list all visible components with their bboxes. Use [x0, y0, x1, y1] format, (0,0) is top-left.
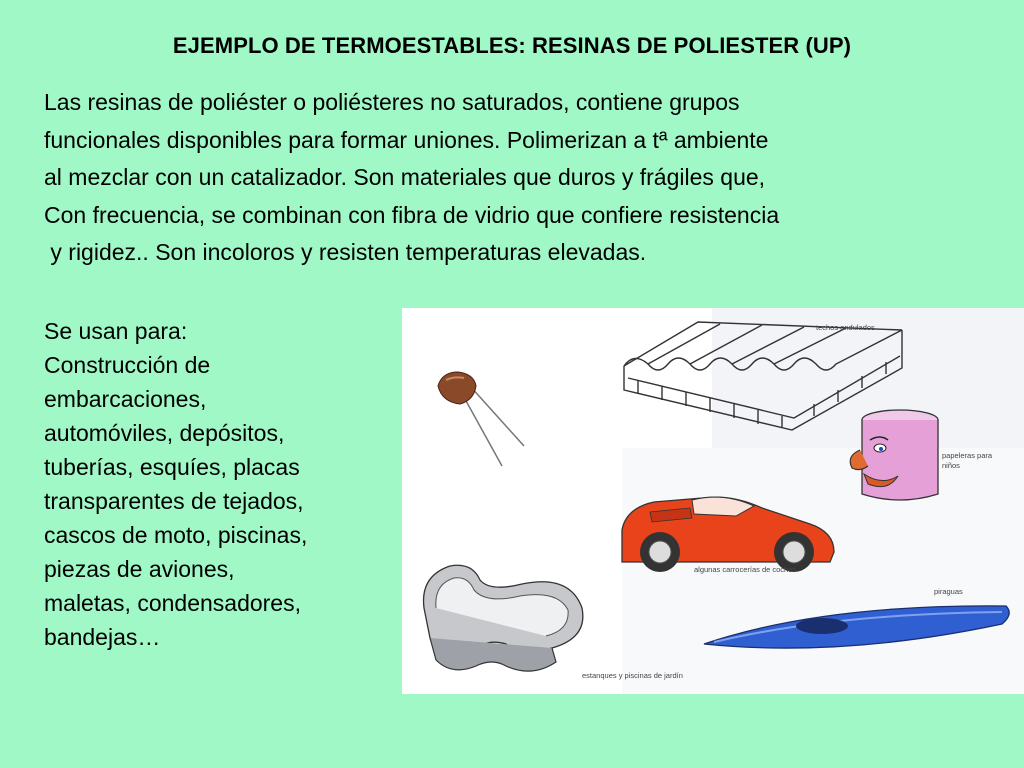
- uses-line: transparentes de tejados,: [44, 488, 304, 514]
- uses-line: Se usan para:: [44, 318, 188, 344]
- caption-roof: techos ondulados: [816, 323, 875, 332]
- uses-line: maletas, condensadores,: [44, 590, 301, 616]
- caption-pond: estanques y piscinas de jardín: [582, 671, 683, 680]
- uses-list: [44, 314, 394, 654]
- uses-line: embarcaciones,: [44, 386, 207, 412]
- intro-line: funcionales disponibles para formar uniones. Polimerizan a tª ambiente: [44, 126, 769, 153]
- intro-line: al mezclar con un catalizador. Son materiales que duros y frágiles que,: [44, 164, 766, 190]
- intro-line: Las resinas de poliéster o poliésteres no saturados, contiene grupos: [44, 89, 740, 115]
- uses-line: cascos de moto, piscinas,: [44, 522, 308, 548]
- garden-pond-drawing: [424, 565, 583, 671]
- capacitor-drawing: [438, 372, 524, 466]
- uses-line: bandejas…: [44, 624, 161, 650]
- childrens-bin-drawing: [850, 410, 938, 500]
- intro-paragraph: [44, 84, 984, 272]
- uses-line: automóviles, depósitos,: [44, 420, 285, 446]
- uses-line: tuberías, esquíes, placas: [44, 454, 300, 480]
- polyester-products-illustration: [402, 308, 1024, 694]
- uses-line: piezas de aviones,: [44, 556, 235, 582]
- intro-line: y rigidez.. Son incoloros y resisten temperaturas elevadas.: [44, 239, 647, 265]
- caption-bin-line2: niños: [942, 461, 960, 470]
- caption-kayak: piraguas: [934, 587, 963, 596]
- caption-bin-line1: papeleras para: [942, 451, 993, 460]
- caption-car: algunas carrocerías de coches: [694, 565, 797, 574]
- slide-title: EJEMPLO DE TERMOESTABLES: RESINAS DE POLIESTER (UP): [172, 33, 852, 58]
- uses-line: Construcción de: [44, 352, 211, 378]
- intro-line: Con frecuencia, se combinan con fibra de vidrio que confiere resistencia: [44, 201, 780, 228]
